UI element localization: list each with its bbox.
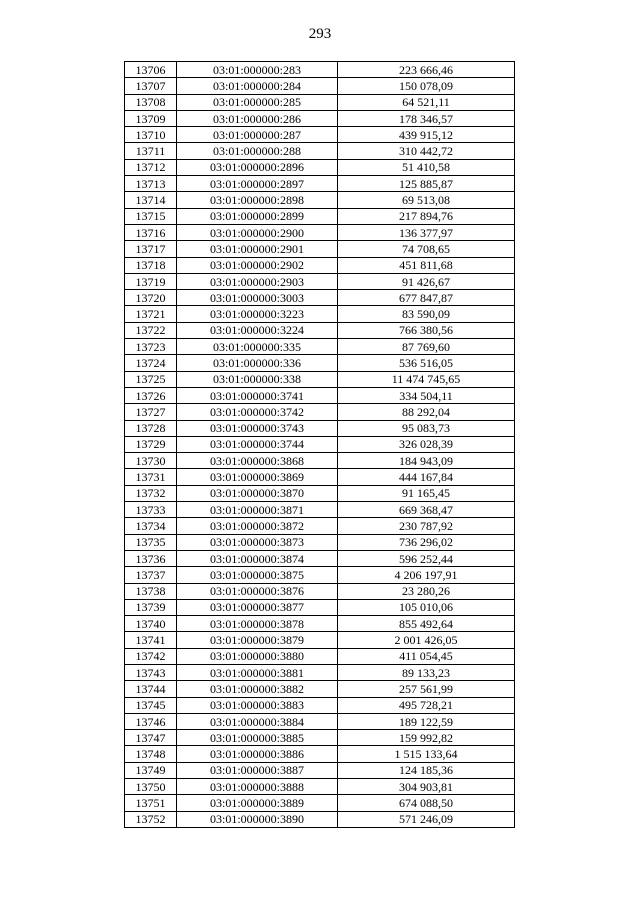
table-row	[125, 94, 515, 110]
table-row	[125, 453, 515, 469]
cadastral-number-cell: 03:01:000000:3883	[177, 697, 338, 713]
table-row	[125, 795, 515, 811]
cadastral-number-cell: 03:01:000000:2901	[177, 241, 338, 257]
value-cell: 83 590,09	[338, 306, 515, 322]
value-cell: 326 028,39	[338, 436, 515, 452]
table-row	[125, 632, 515, 648]
value-cell: 669 368,47	[338, 502, 515, 518]
row-number-cell: 13738	[125, 583, 177, 599]
row-number-cell: 13718	[125, 257, 177, 273]
cadastral-number-cell: 03:01:000000:2902	[177, 257, 338, 273]
value-cell: 444 167,84	[338, 469, 515, 485]
cadastral-number-cell: 03:01:000000:3877	[177, 599, 338, 615]
cadastral-number-cell: 03:01:000000:2896	[177, 159, 338, 175]
cadastral-number-cell: 03:01:000000:3887	[177, 762, 338, 778]
value-cell: 87 769,60	[338, 339, 515, 355]
value-cell: 495 728,21	[338, 697, 515, 713]
cadastral-number-cell: 03:01:000000:3885	[177, 730, 338, 746]
table-row	[125, 567, 515, 583]
row-number-cell: 13713	[125, 176, 177, 192]
cadastral-number-cell: 03:01:000000:286	[177, 110, 338, 126]
row-number-cell: 13725	[125, 371, 177, 387]
table-row	[125, 339, 515, 355]
table-row	[125, 127, 515, 143]
row-number-cell: 13714	[125, 192, 177, 208]
table-row	[125, 241, 515, 257]
cadastral-number-cell: 03:01:000000:3743	[177, 420, 338, 436]
cadastral-number-cell: 03:01:000000:3868	[177, 453, 338, 469]
value-cell: 150 078,09	[338, 78, 515, 94]
table-row	[125, 404, 515, 420]
table-row	[125, 583, 515, 599]
row-number-cell: 13731	[125, 469, 177, 485]
table-row	[125, 78, 515, 94]
value-cell: 223 666,46	[338, 62, 515, 78]
value-cell: 310 442,72	[338, 143, 515, 159]
row-number-cell: 13715	[125, 208, 177, 224]
cadastral-number-cell: 03:01:000000:3741	[177, 387, 338, 403]
row-number-cell: 13721	[125, 306, 177, 322]
row-number-cell: 13743	[125, 664, 177, 680]
table-row	[125, 599, 515, 615]
cadastral-number-cell: 03:01:000000:3873	[177, 534, 338, 550]
cadastral-number-cell: 03:01:000000:3003	[177, 290, 338, 306]
row-number-cell: 13720	[125, 290, 177, 306]
row-number-cell: 13707	[125, 78, 177, 94]
row-number-cell: 13746	[125, 713, 177, 729]
value-cell: 4 206 197,91	[338, 567, 515, 583]
row-number-cell: 13747	[125, 730, 177, 746]
row-number-cell: 13751	[125, 795, 177, 811]
row-number-cell: 13709	[125, 110, 177, 126]
table-row	[125, 469, 515, 485]
value-cell: 124 185,36	[338, 762, 515, 778]
table-row	[125, 436, 515, 452]
table-row	[125, 730, 515, 746]
value-cell: 217 894,76	[338, 208, 515, 224]
value-cell: 74 708,65	[338, 241, 515, 257]
value-cell: 257 561,99	[338, 681, 515, 697]
value-cell: 411 054,45	[338, 648, 515, 664]
value-cell: 64 521,11	[338, 94, 515, 110]
table-row	[125, 290, 515, 306]
table-row	[125, 159, 515, 175]
row-number-cell: 13712	[125, 159, 177, 175]
value-cell: 125 885,87	[338, 176, 515, 192]
cadastral-number-cell: 03:01:000000:283	[177, 62, 338, 78]
value-cell: 536 516,05	[338, 355, 515, 371]
table-row	[125, 355, 515, 371]
table-row	[125, 306, 515, 322]
row-number-cell: 13727	[125, 404, 177, 420]
value-cell: 596 252,44	[338, 550, 515, 566]
row-number-cell: 13722	[125, 322, 177, 338]
cadastral-number-cell: 03:01:000000:3879	[177, 632, 338, 648]
value-cell: 334 504,11	[338, 387, 515, 403]
row-number-cell: 13717	[125, 241, 177, 257]
row-number-cell: 13745	[125, 697, 177, 713]
cadastral-number-cell: 03:01:000000:3224	[177, 322, 338, 338]
cadastral-number-cell: 03:01:000000:285	[177, 94, 338, 110]
cadastral-number-cell: 03:01:000000:335	[177, 339, 338, 355]
row-number-cell: 13732	[125, 485, 177, 501]
cadastral-number-cell: 03:01:000000:288	[177, 143, 338, 159]
row-number-cell: 13730	[125, 453, 177, 469]
row-number-cell: 13723	[125, 339, 177, 355]
cadastral-number-cell: 03:01:000000:3870	[177, 485, 338, 501]
table-row	[125, 502, 515, 518]
row-number-cell: 13706	[125, 62, 177, 78]
row-number-cell: 13736	[125, 550, 177, 566]
cadastral-number-cell: 03:01:000000:287	[177, 127, 338, 143]
value-cell: 766 380,56	[338, 322, 515, 338]
cadastral-number-cell: 03:01:000000:338	[177, 371, 338, 387]
value-cell: 88 292,04	[338, 404, 515, 420]
cadastral-number-cell: 03:01:000000:284	[177, 78, 338, 94]
cadastral-number-cell: 03:01:000000:2899	[177, 208, 338, 224]
table-row	[125, 208, 515, 224]
table-row	[125, 192, 515, 208]
table-row	[125, 616, 515, 632]
cadastral-number-cell: 03:01:000000:3874	[177, 550, 338, 566]
cadastral-number-cell: 03:01:000000:336	[177, 355, 338, 371]
table-row	[125, 62, 515, 78]
table-row	[125, 762, 515, 778]
cadastral-number-cell: 03:01:000000:2903	[177, 273, 338, 289]
table-row	[125, 273, 515, 289]
table-row	[125, 648, 515, 664]
value-cell: 2 001 426,05	[338, 632, 515, 648]
data-table	[124, 61, 515, 828]
cadastral-number-cell: 03:01:000000:3872	[177, 518, 338, 534]
table-row	[125, 257, 515, 273]
row-number-cell: 13734	[125, 518, 177, 534]
table-row	[125, 518, 515, 534]
row-number-cell: 13742	[125, 648, 177, 664]
value-cell: 230 787,92	[338, 518, 515, 534]
value-cell: 304 903,81	[338, 779, 515, 795]
table-row	[125, 550, 515, 566]
row-number-cell: 13726	[125, 387, 177, 403]
cadastral-number-cell: 03:01:000000:3878	[177, 616, 338, 632]
page-number: 293	[308, 26, 332, 42]
value-cell: 674 088,50	[338, 795, 515, 811]
table-row	[125, 811, 515, 827]
value-cell: 439 915,12	[338, 127, 515, 143]
row-number-cell: 13728	[125, 420, 177, 436]
row-number-cell: 13752	[125, 811, 177, 827]
value-cell: 571 246,09	[338, 811, 515, 827]
value-cell: 23 280,26	[338, 583, 515, 599]
value-cell: 855 492,64	[338, 616, 515, 632]
cadastral-number-cell: 03:01:000000:3876	[177, 583, 338, 599]
row-number-cell: 13708	[125, 94, 177, 110]
value-cell: 95 083,73	[338, 420, 515, 436]
value-cell: 11 474 745,65	[338, 371, 515, 387]
table-row	[125, 713, 515, 729]
row-number-cell: 13711	[125, 143, 177, 159]
cadastral-number-cell: 03:01:000000:3744	[177, 436, 338, 452]
value-cell: 89 133,23	[338, 664, 515, 680]
table-row	[125, 420, 515, 436]
cadastral-number-cell: 03:01:000000:3888	[177, 779, 338, 795]
cadastral-number-cell: 03:01:000000:3889	[177, 795, 338, 811]
value-cell: 1 515 133,64	[338, 746, 515, 762]
value-cell: 677 847,87	[338, 290, 515, 306]
table-row	[125, 176, 515, 192]
value-cell: 51 410,58	[338, 159, 515, 175]
table-row	[125, 779, 515, 795]
value-cell: 105 010,06	[338, 599, 515, 615]
value-cell: 736 296,02	[338, 534, 515, 550]
row-number-cell: 13737	[125, 567, 177, 583]
row-number-cell: 13716	[125, 224, 177, 240]
table-row	[125, 143, 515, 159]
value-cell: 69 513,08	[338, 192, 515, 208]
row-number-cell: 13749	[125, 762, 177, 778]
table-row	[125, 746, 515, 762]
row-number-cell: 13740	[125, 616, 177, 632]
table-body	[125, 62, 515, 828]
cadastral-number-cell: 03:01:000000:3890	[177, 811, 338, 827]
row-number-cell: 13739	[125, 599, 177, 615]
table-row	[125, 681, 515, 697]
cadastral-number-cell: 03:01:000000:3881	[177, 664, 338, 680]
row-number-cell: 13729	[125, 436, 177, 452]
table-row	[125, 322, 515, 338]
cadastral-number-cell: 03:01:000000:3875	[177, 567, 338, 583]
table-row	[125, 534, 515, 550]
value-cell: 136 377,97	[338, 224, 515, 240]
row-number-cell: 13744	[125, 681, 177, 697]
value-cell: 91 165,45	[338, 485, 515, 501]
table-row	[125, 697, 515, 713]
row-number-cell: 13735	[125, 534, 177, 550]
value-cell: 178 346,57	[338, 110, 515, 126]
cadastral-number-cell: 03:01:000000:3223	[177, 306, 338, 322]
cadastral-number-cell: 03:01:000000:2897	[177, 176, 338, 192]
row-number-cell: 13733	[125, 502, 177, 518]
cadastral-number-cell: 03:01:000000:3871	[177, 502, 338, 518]
value-cell: 189 122,59	[338, 713, 515, 729]
cadastral-number-cell: 03:01:000000:3882	[177, 681, 338, 697]
cadastral-number-cell: 03:01:000000:3884	[177, 713, 338, 729]
row-number-cell: 13724	[125, 355, 177, 371]
cadastral-number-cell: 03:01:000000:2900	[177, 224, 338, 240]
table-row	[125, 224, 515, 240]
cadastral-number-cell: 03:01:000000:3742	[177, 404, 338, 420]
cadastral-number-cell: 03:01:000000:3869	[177, 469, 338, 485]
row-number-cell: 13710	[125, 127, 177, 143]
row-number-cell: 13719	[125, 273, 177, 289]
cadastral-number-cell: 03:01:000000:2898	[177, 192, 338, 208]
row-number-cell: 13750	[125, 779, 177, 795]
table-row	[125, 664, 515, 680]
value-cell: 451 811,68	[338, 257, 515, 273]
row-number-cell: 13748	[125, 746, 177, 762]
table-row	[125, 110, 515, 126]
table-row	[125, 371, 515, 387]
value-cell: 91 426,67	[338, 273, 515, 289]
cadastral-number-cell: 03:01:000000:3886	[177, 746, 338, 762]
table-row	[125, 485, 515, 501]
table-row	[125, 387, 515, 403]
value-cell: 159 992,82	[338, 730, 515, 746]
cadastral-number-cell: 03:01:000000:3880	[177, 648, 338, 664]
row-number-cell: 13741	[125, 632, 177, 648]
value-cell: 184 943,09	[338, 453, 515, 469]
